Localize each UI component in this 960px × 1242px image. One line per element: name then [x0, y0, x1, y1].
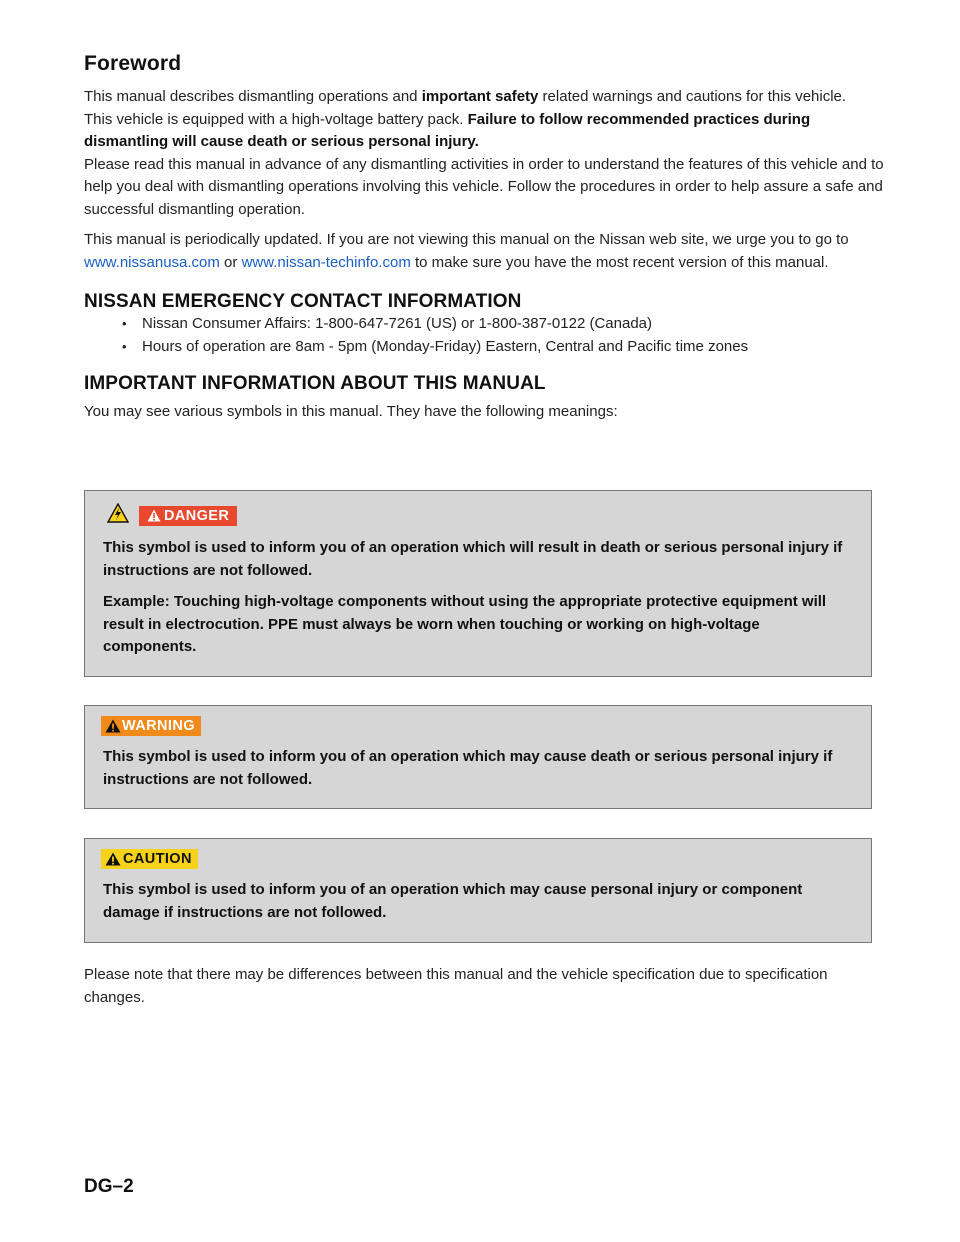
important-heading: IMPORTANT INFORMATION ABOUT THIS MANUAL	[84, 373, 546, 394]
page-title: Foreword	[84, 52, 182, 75]
emergency-heading: NISSAN EMERGENCY CONTACT INFORMATION	[84, 291, 522, 312]
warning-triangle-icon	[105, 719, 121, 733]
danger-example: Example: Touching high-voltage components without using the appropriate protective equipment will result in electrocution. PPE must always be worn when touching or working on high-voltage components.	[103, 593, 827, 655]
intro-paragraph-4: This manual is periodically updated. If you are not viewing this manual on the Nissan web site, we urge you to go to www.nissanusa.com or www.nissan-techinfo.com to make sure you have the most recent version of this manual.	[84, 231, 849, 271]
caution-badge: CAUTION	[101, 849, 198, 869]
list-item: • Nissan Consumer Affairs: 1-800-647-7261 (US) or 1-800-387-0122 (Canada)	[122, 313, 884, 336]
warning-badge: WARNING	[101, 716, 201, 736]
intro-paragraph-1: This manual describes dismantling operations and important safety related warnings and cautions for this vehicle. This vehicle is equipped with a high-voltage battery pack. Failure to follow recommended practices during dismantling will cause death or serious personal injury. Please read this manual in advance of any dismantling activities in order to understand the features of this vehicle and to help you deal with dismantling operations involving this vehicle. Follow the procedures in order to help assure a safe and successful dismantling operation.	[84, 88, 884, 218]
closing-note: Please note that there may be differences between this manual and the vehicle specification due to specification changes.	[84, 966, 828, 1006]
nissan-techinfo-link[interactable]: www.nissan-techinfo.com	[241, 253, 411, 271]
intro-paragraph-3: Please read this manual in advance of any dismantling activities in order to understand the features of this vehicle and to help you deal with dismantling operations involving this vehicle. Follow the procedures in order to help assure a safe and successful dismantling operation.	[84, 155, 884, 218]
important-intro: You may see various symbols in this manual. They have the following meanings:	[84, 403, 618, 420]
warning-triangle-icon	[147, 509, 161, 522]
danger-box	[84, 490, 872, 677]
page-number: DG–2	[84, 1176, 134, 1197]
caution-text: This symbol is used to inform you of an operation which may cause personal injury or component damage if instructions are not followed.	[103, 881, 803, 921]
emergency-list	[84, 313, 884, 358]
warning-triangle-icon	[105, 852, 121, 866]
danger-badge: DANGER	[139, 506, 237, 526]
nissanusa-link[interactable]: www.nissanusa.com	[84, 253, 220, 271]
list-item: • Hours of operation are 8am - 5pm (Monday-Friday) Eastern, Central and Pacific time zones	[122, 336, 884, 359]
high-voltage-icon	[107, 503, 129, 528]
warning-text: This symbol is used to inform you of an operation which may cause death or serious personal injury if instructions are not followed.	[103, 748, 833, 788]
warning-box	[84, 705, 872, 809]
danger-text: This symbol is used to inform you of an operation which will result in death or serious personal injury if instructions are not followed.	[103, 539, 843, 579]
page-content	[84, 52, 884, 1006]
caution-box	[84, 838, 872, 943]
